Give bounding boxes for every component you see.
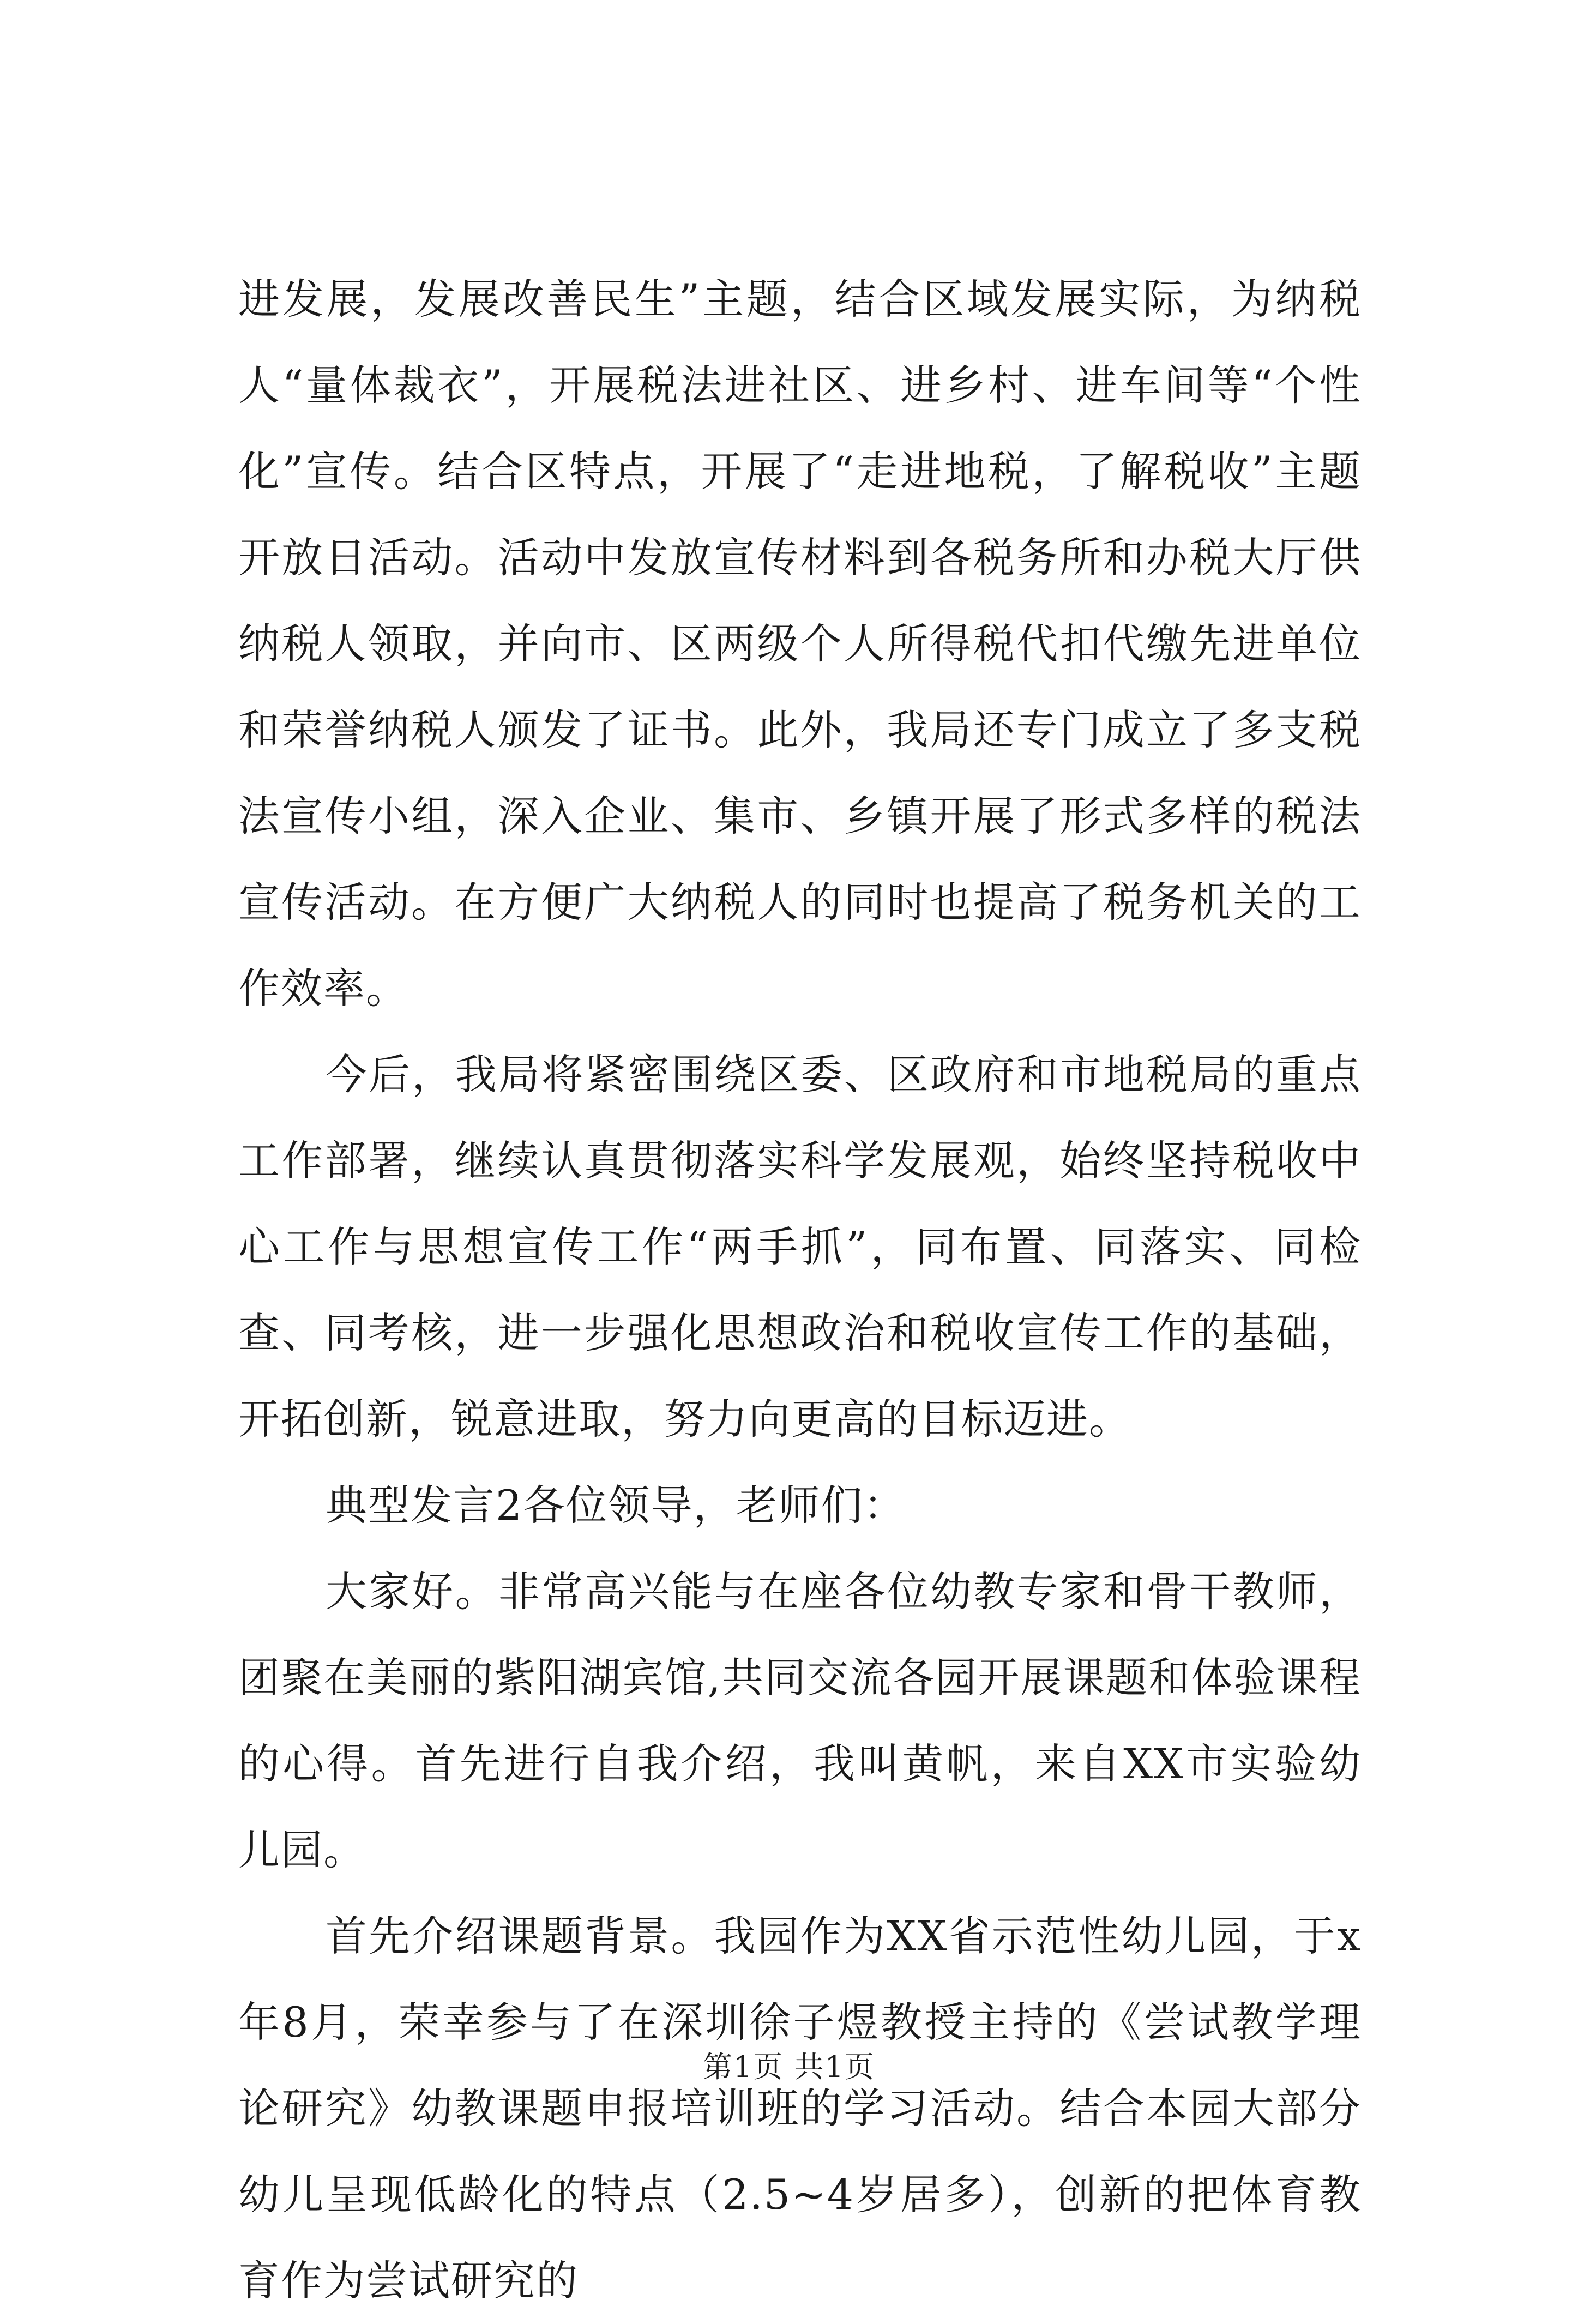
paragraph-1: 进发展，发展改善民生”主题，结合区域发展实际，为纳税人“量体裁衣”，开展税法进社区、进乡村、进车间等“个性化”宣传。结合区特点，开展了“走进地税，了解税收”主题开放日活动。活动中发放宣传材料到各税务所和办税大厅供纳税人领取，并向市、区两级个人所得税代扣代缴先进单位和荣誉纳税人颁发了证书。此外，我局还专门成立了多支税法宣传小组，深入企业、集市、乡镇开展了形式多样的税法宣传活动。在方便广大纳税人的同时也提高了税务机关的工作效率。 xyxy=(238,275,1362,1013)
paragraph-4: 大家好。非常高兴能与在座各位幼教专家和骨干教师，团聚在美丽的紫阳湖宾馆,共同交流各园开展课题和体验课程的心得。首先进行自我介绍，我叫黄帆，来自XX市实验幼儿园。 xyxy=(238,1567,1362,1874)
paragraph-5: 首先介绍课题背景。我园作为XX省示范性幼儿园，于x年8月，荣幸参与了在深圳徐子煜教授主持的《尝试教学理论研究》幼教课题申报培训班的学习活动。结合本园大部分幼儿呈现低龄化的特点（2.5~4岁居多），创新的把体育教育作为尝试研究的 xyxy=(238,1912,1362,2305)
paragraph-2: 今后，我局将紧密围绕区委、区政府和市地税局的重点工作部署，继续认真贯彻落实科学发展观，始终坚持税收中心工作与思想宣传工作“两手抓”，同布置、同落实、同检查、同考核，进一步强化思想政治和税收宣传工作的基础，开拓创新，锐意进取，努力向更高的目标迈进。 xyxy=(238,1050,1362,1443)
page-footer: 第1页 共1页 xyxy=(703,2050,875,2084)
paragraph-3: 典型发言2各位领导，老师们： xyxy=(326,1481,906,1530)
document-body xyxy=(238,256,1362,2324)
